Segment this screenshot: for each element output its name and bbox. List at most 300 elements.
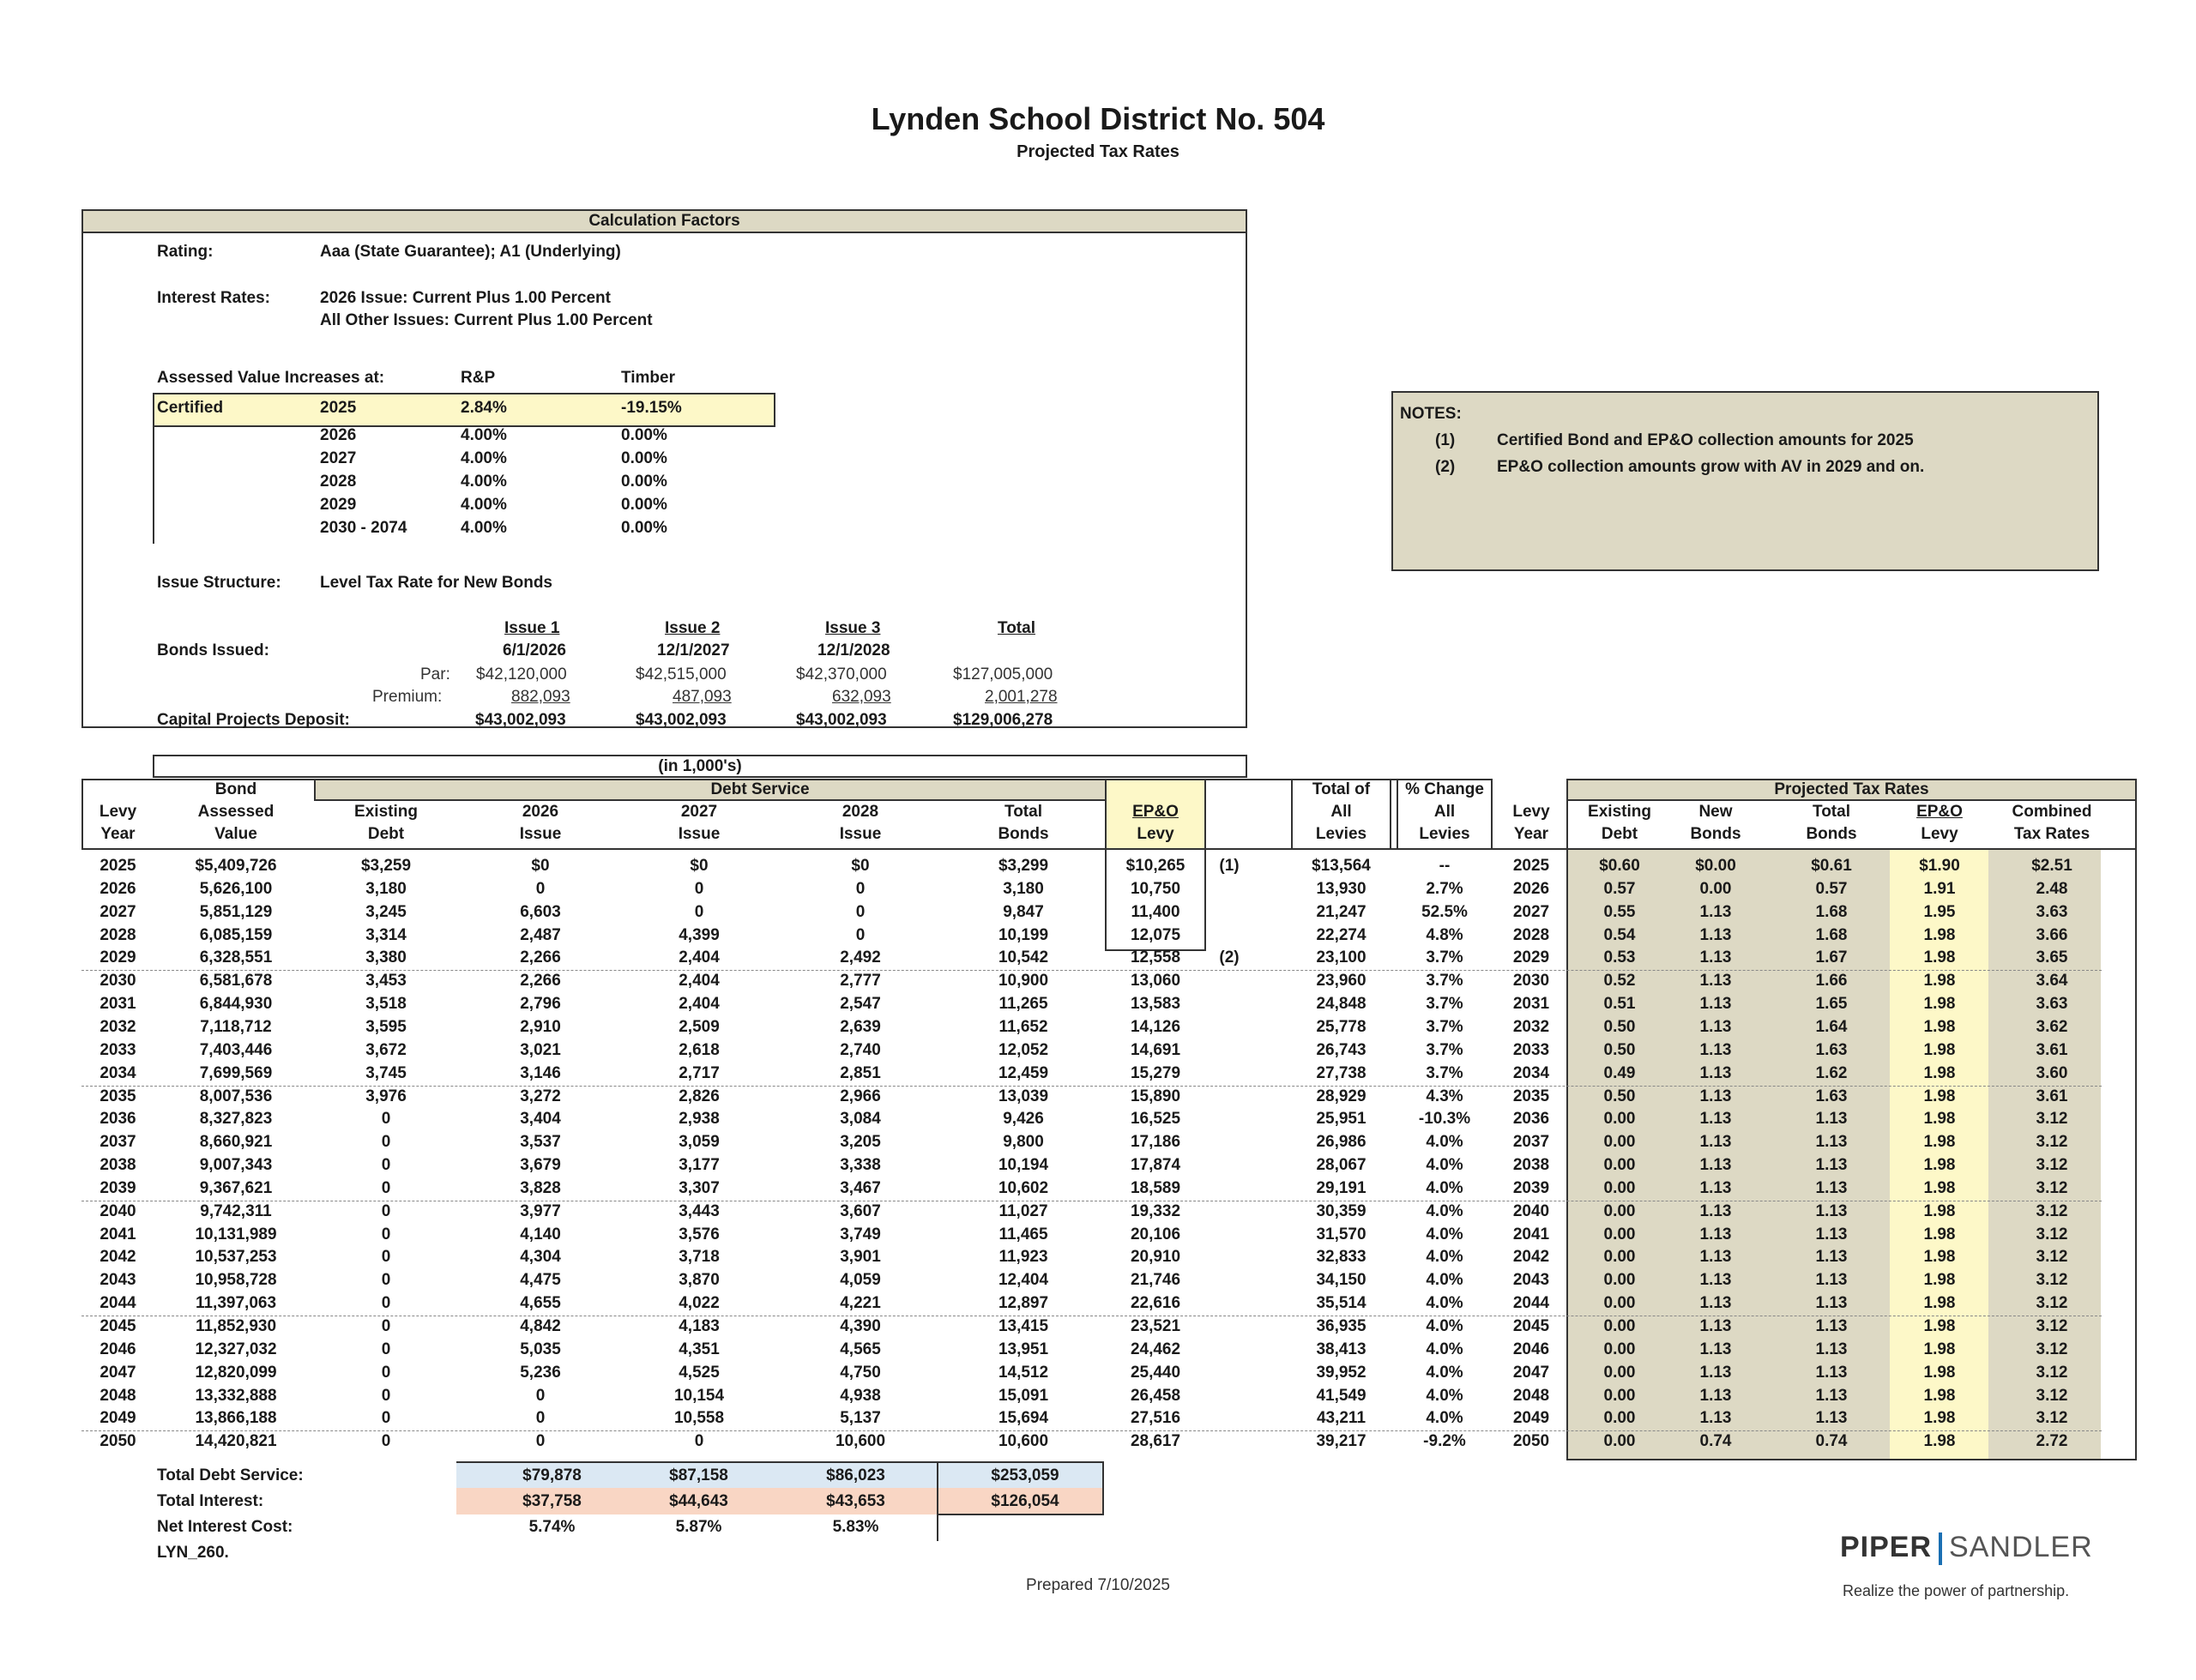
col-issue-2028: 4,059 xyxy=(840,1271,881,1289)
col-levy-year: 2029 xyxy=(100,948,136,966)
col-pct-change: 4.3% xyxy=(1426,1087,1463,1105)
col-rate-combined: 3.63 xyxy=(2036,995,2068,1013)
hdr-line: Bonds xyxy=(1806,825,1857,843)
col-total-levies: 30,359 xyxy=(1316,1202,1366,1220)
av-row-year: 2027 xyxy=(320,449,357,467)
col-rate-epo: 1.91 xyxy=(1923,880,1956,898)
col-issue-2028: 0 xyxy=(855,926,866,944)
col-rate-epo: 1.98 xyxy=(1923,1294,1956,1312)
col-issue-2026: 3,828 xyxy=(520,1179,561,1197)
col-levy-year-2: 2048 xyxy=(1512,1387,1550,1405)
col-epo-levy: 16,525 xyxy=(1130,1110,1181,1128)
col-pct-change: 4.0% xyxy=(1426,1179,1463,1197)
col-levy-year: 2028 xyxy=(100,926,136,944)
hdr-line: Debt xyxy=(1601,825,1638,843)
col-epo-levy: 13,583 xyxy=(1130,995,1181,1013)
col-rate-combined: 3.66 xyxy=(2036,926,2068,944)
col-rate-new: $0.00 xyxy=(1695,857,1736,875)
par-issue-3: $42,370,000 xyxy=(796,665,887,683)
hdr-line: Assessed xyxy=(197,803,274,821)
col-issue-2028: 3,084 xyxy=(840,1110,881,1128)
col-issue-2026: 4,140 xyxy=(520,1225,561,1243)
hdr-rate-epo xyxy=(1891,801,1988,846)
col-epo-levy: 18,589 xyxy=(1130,1179,1181,1197)
col-pct-change: 4.0% xyxy=(1426,1202,1463,1220)
par-issue-1: $42,120,000 xyxy=(476,665,567,683)
hdr-line: Tax Rates xyxy=(2013,825,2090,843)
col-issue-2028: 0 xyxy=(855,903,866,921)
col-epo-levy: 14,691 xyxy=(1130,1041,1181,1059)
col-rate-combined: $2.51 xyxy=(2031,857,2072,875)
col-total-levies: 36,935 xyxy=(1316,1317,1366,1335)
note-2-text: EP&O collection amounts grow with AV in 2029 and on. xyxy=(1497,458,1925,476)
col-rate-combined: 3.62 xyxy=(2036,1018,2068,1036)
col-issue-2028: 4,750 xyxy=(840,1364,881,1382)
col-rate-existing: 0.00 xyxy=(1603,1271,1636,1289)
col-total-levies: 13,930 xyxy=(1316,880,1366,898)
col-existing-debt: 3,745 xyxy=(365,1064,407,1082)
col-rate-existing: 0.00 xyxy=(1603,1409,1636,1427)
par-issue-2: $42,515,000 xyxy=(636,665,727,683)
col-pct-change: 52.5% xyxy=(1421,903,1468,921)
col-pct-change: 3.7% xyxy=(1426,995,1463,1013)
col-existing-debt: $3,259 xyxy=(360,857,412,875)
col-epo-levy: 13,060 xyxy=(1130,972,1181,990)
logo-tagline: Realize the power of partnership. xyxy=(1843,1582,2070,1599)
col-epo-levy: 10,750 xyxy=(1130,880,1181,898)
col-rate-combined: 3.63 xyxy=(2036,903,2068,921)
hdr-epo-levy xyxy=(1105,801,1206,846)
col-rate-existing: 0.55 xyxy=(1603,903,1636,921)
note-2-num: (2) xyxy=(1435,458,1456,476)
col-levy-year-2: 2039 xyxy=(1512,1179,1550,1197)
col-issue-2027: 2,618 xyxy=(679,1041,720,1059)
col-issue-2027: 10,558 xyxy=(673,1409,725,1427)
col-rate-combined: 3.60 xyxy=(2036,1064,2068,1082)
projected-rates-header: Projected Tax Rates xyxy=(1774,780,1929,798)
col-existing-debt: 3,595 xyxy=(365,1018,407,1036)
col-existing-debt: 3,245 xyxy=(365,903,407,921)
col-total-bonds: 13,039 xyxy=(998,1087,1049,1105)
col-levy-year-2: 2033 xyxy=(1512,1041,1550,1059)
av-row-label: Certified xyxy=(157,399,224,417)
col-bond-av: $5,409,726 xyxy=(195,857,277,875)
col-rate-combined: 3.61 xyxy=(2036,1087,2068,1105)
hdr-line: Levies xyxy=(1315,825,1367,843)
col-note-ref xyxy=(1208,1245,1251,1268)
col-epo-levy: 20,910 xyxy=(1130,1248,1181,1266)
col-issue-2027: 10,154 xyxy=(673,1387,725,1405)
col-levy-year: 2048 xyxy=(100,1387,136,1405)
col-issue-2026: 4,475 xyxy=(520,1271,561,1289)
col-levy-year-2: 2040 xyxy=(1512,1202,1550,1220)
col-levy-year: 2039 xyxy=(100,1179,136,1197)
col-rate-combined: 2.48 xyxy=(2036,880,2068,898)
col-existing-debt: 0 xyxy=(381,1156,391,1174)
col-issue-2026: $0 xyxy=(531,857,550,875)
col-issue-2028: 4,390 xyxy=(840,1317,881,1335)
issue-header-1: Issue 1 xyxy=(504,619,560,637)
col-issue-2026: 5,236 xyxy=(520,1364,561,1382)
col-levy-year-2: 2037 xyxy=(1512,1133,1550,1151)
col-issue-2028: 3,901 xyxy=(840,1248,881,1266)
col-rate-existing: 0.00 xyxy=(1603,1133,1636,1151)
col-levy-year-2: 2045 xyxy=(1512,1317,1550,1335)
col-pct-change: 4.0% xyxy=(1426,1156,1463,1174)
col-issue-2026: 2,266 xyxy=(520,972,561,990)
col-total-levies: 27,738 xyxy=(1316,1064,1366,1082)
col-pct-change: 4.0% xyxy=(1426,1294,1463,1312)
col-levy-year: 2045 xyxy=(100,1317,136,1335)
col-issue-2028: 3,607 xyxy=(840,1202,881,1220)
interest-rates-label: Interest Rates: xyxy=(157,289,270,307)
av-row-year: 2026 xyxy=(320,426,357,444)
total-debt-label: Total Debt Service: xyxy=(157,1466,304,1484)
col-total-levies: 41,549 xyxy=(1316,1387,1366,1405)
hdr-existing-debt xyxy=(330,801,442,846)
col-rate-new: 1.13 xyxy=(1699,1248,1732,1266)
av-row-year: 2028 xyxy=(320,473,357,491)
col-issue-2026: 3,977 xyxy=(520,1202,561,1220)
col-epo-levy: 21,746 xyxy=(1130,1271,1181,1289)
col-rate-new: 1.13 xyxy=(1699,1225,1732,1243)
bonds-issued-label: Bonds Issued: xyxy=(157,641,269,659)
col-epo-levy: 11,400 xyxy=(1131,903,1180,921)
hdr-line: Levy xyxy=(1921,825,1958,843)
col-bond-av: 12,820,099 xyxy=(195,1364,277,1382)
col-epo-levy: 22,616 xyxy=(1130,1294,1181,1312)
col-issue-2026: 0 xyxy=(535,1432,546,1450)
col-levy-year: 2036 xyxy=(100,1110,136,1128)
file-code: LYN_260. xyxy=(157,1544,229,1562)
hdr-line: % Change xyxy=(1405,780,1484,798)
av-row-rp: 4.00% xyxy=(461,473,507,491)
col-rate-epo: 1.98 xyxy=(1923,1317,1956,1335)
col-bond-av: 9,007,343 xyxy=(199,1156,273,1174)
col-note-ref xyxy=(1208,1268,1251,1292)
col-epo-levy: 17,186 xyxy=(1130,1133,1181,1151)
av-row-rp: 4.00% xyxy=(461,519,507,537)
hdr-line: Levy xyxy=(99,803,137,821)
hdr-line: Total xyxy=(1004,803,1042,821)
col-rate-total: 1.13 xyxy=(1815,1317,1848,1335)
hdr-bond-av xyxy=(163,779,309,846)
notes-panel xyxy=(1391,391,2099,571)
col-note-ref xyxy=(1208,1315,1251,1338)
col-bond-av: 13,332,888 xyxy=(195,1387,277,1405)
col-issue-2027: 3,177 xyxy=(679,1156,720,1174)
col-levy-year-2: 2041 xyxy=(1512,1225,1550,1243)
col-rate-existing: 0.00 xyxy=(1603,1340,1636,1358)
col-rate-total: 1.63 xyxy=(1815,1087,1848,1105)
issue-structure-value: Level Tax Rate for New Bonds xyxy=(320,574,552,592)
hdr-line: Existing xyxy=(354,803,418,821)
col-rate-new: 1.13 xyxy=(1699,1364,1732,1382)
premium-total: 2,001,278 xyxy=(985,688,1058,706)
col-rate-total: 1.13 xyxy=(1815,1156,1848,1174)
deposit-total: $129,006,278 xyxy=(953,711,1053,729)
col-issue-2026: 2,796 xyxy=(520,995,561,1013)
col-note-ref xyxy=(1208,1177,1251,1200)
col-rate-new: 0.74 xyxy=(1699,1432,1732,1450)
hdr-levy-year xyxy=(86,801,150,846)
col-levy-year: 2027 xyxy=(100,903,136,921)
col-rate-existing: 0.50 xyxy=(1603,1018,1636,1036)
hdr-line: New xyxy=(1698,803,1733,821)
av-row-rp: 4.00% xyxy=(461,449,507,467)
col-pct-change: 4.0% xyxy=(1426,1364,1463,1382)
col-rate-total: $0.61 xyxy=(1811,857,1852,875)
hdr-line: Combined xyxy=(2012,803,2092,821)
col-issue-2027: 2,404 xyxy=(679,995,720,1013)
hdr-line: Bond xyxy=(214,780,257,798)
issue-header-total: Total xyxy=(998,619,1035,637)
col-rate-new: 1.13 xyxy=(1699,926,1732,944)
col-pct-change: 3.7% xyxy=(1426,1041,1463,1059)
hdr-pct-change xyxy=(1397,779,1493,846)
col-pct-change: 4.0% xyxy=(1426,1387,1463,1405)
col-issue-2028: 2,547 xyxy=(840,995,881,1013)
col-rate-total: 1.13 xyxy=(1815,1202,1848,1220)
rating-label: Rating: xyxy=(157,243,214,261)
col-rate-combined: 3.12 xyxy=(2036,1248,2068,1266)
hdr-line: Bonds xyxy=(1690,825,1741,843)
col-issue-2026: 4,304 xyxy=(520,1248,561,1266)
av-row-year: 2025 xyxy=(320,399,357,417)
av-row-rp: 4.00% xyxy=(461,496,507,514)
col-total-levies: $13,564 xyxy=(1312,857,1371,875)
col-issue-2028: 2,492 xyxy=(840,948,881,966)
col-levy-year: 2030 xyxy=(100,972,136,990)
col-rate-existing: 0.52 xyxy=(1603,972,1636,990)
hdr-line: All xyxy=(1433,803,1456,821)
av-row-year: 2029 xyxy=(320,496,357,514)
col-issue-2026: 4,842 xyxy=(520,1317,561,1335)
col-issue-2026: 2,487 xyxy=(520,926,561,944)
col-rate-new: 1.13 xyxy=(1699,1294,1732,1312)
col-bond-av: 6,581,678 xyxy=(199,972,273,990)
total-interest-2027: $44,643 xyxy=(669,1492,728,1510)
col-levy-year-2: 2026 xyxy=(1512,880,1550,898)
col-issue-2027: 3,576 xyxy=(679,1225,720,1243)
rating-value: Aaa (State Guarantee); A1 (Underlying) xyxy=(320,243,621,261)
col-note-ref xyxy=(1208,1223,1251,1246)
hdr-line: Issue xyxy=(839,825,882,843)
col-total-levies: 28,929 xyxy=(1316,1087,1366,1105)
col-levy-year: 2044 xyxy=(100,1294,136,1312)
col-bond-av: 7,403,446 xyxy=(199,1041,273,1059)
hdr-line: All xyxy=(1330,803,1352,821)
hdr-total-levies xyxy=(1291,779,1391,846)
col-bond-av: 11,397,063 xyxy=(195,1294,277,1312)
col-total-levies: 21,247 xyxy=(1316,903,1366,921)
col-rate-existing: 0.00 xyxy=(1603,1317,1636,1335)
col-total-bonds: 9,847 xyxy=(1003,903,1044,921)
logo-divider xyxy=(1939,1532,1942,1565)
hdr-line: Year xyxy=(100,825,136,843)
col-rate-new: 1.13 xyxy=(1699,1133,1732,1151)
issue-date-3: 12/1/2028 xyxy=(817,641,890,659)
col-levy-year: 2037 xyxy=(100,1133,136,1151)
av-row-timber: 0.00% xyxy=(621,496,667,514)
col-issue-2028: 4,938 xyxy=(840,1387,881,1405)
col-rate-combined: 3.12 xyxy=(2036,1271,2068,1289)
col-levy-year-2: 2038 xyxy=(1512,1156,1550,1174)
av-increases-label: Assessed Value Increases at: xyxy=(157,369,385,387)
col-total-bonds: 15,091 xyxy=(998,1387,1049,1405)
col-existing-debt: 0 xyxy=(381,1294,391,1312)
col-rate-new: 1.13 xyxy=(1699,948,1732,966)
col-total-bonds: 14,512 xyxy=(998,1364,1049,1382)
col-note-ref xyxy=(1208,877,1251,900)
col-total-bonds: 13,415 xyxy=(998,1317,1049,1335)
col-rate-total: 0.57 xyxy=(1815,880,1848,898)
col-issue-2027: 3,059 xyxy=(679,1133,720,1151)
col-existing-debt: 3,380 xyxy=(365,948,407,966)
col-rate-existing: 0.00 xyxy=(1603,1110,1636,1128)
col-rate-combined: 3.12 xyxy=(2036,1340,2068,1358)
col-rate-existing: 0.00 xyxy=(1603,1225,1636,1243)
units-label: (in 1,000's) xyxy=(153,755,1247,778)
col-total-bonds: 11,265 xyxy=(998,995,1048,1013)
col-levy-year: 2040 xyxy=(100,1202,136,1220)
col-note-ref xyxy=(1208,924,1251,947)
interest-line-1: 2026 Issue: Current Plus 1.00 Percent xyxy=(320,289,611,307)
col-note-ref xyxy=(1208,1430,1251,1453)
col-bond-av: 9,367,621 xyxy=(199,1179,273,1197)
col-rate-epo: 1.98 xyxy=(1923,1432,1956,1450)
col-issue-2028: 0 xyxy=(855,880,866,898)
col-rate-epo: 1.98 xyxy=(1923,1179,1956,1197)
col-rate-epo: 1.98 xyxy=(1923,948,1956,966)
col-issue-2027: 3,443 xyxy=(679,1202,720,1220)
hdr-line: Total xyxy=(1813,803,1850,821)
col-pct-change: 4.0% xyxy=(1426,1225,1463,1243)
col-total-levies: 26,986 xyxy=(1316,1133,1366,1151)
total-debt-2027: $87,158 xyxy=(669,1466,728,1484)
col-total-bonds: 10,194 xyxy=(998,1156,1049,1174)
col-total-levies: 25,951 xyxy=(1316,1110,1366,1128)
col-issue-2028: 2,966 xyxy=(840,1087,881,1105)
col-rate-combined: 3.65 xyxy=(2036,948,2068,966)
col-total-bonds: 11,652 xyxy=(998,1018,1048,1036)
col-note-ref: (1) xyxy=(1219,857,1240,875)
col-issue-2027: 3,307 xyxy=(679,1179,720,1197)
col-rate-existing: 0.00 xyxy=(1603,1364,1636,1382)
col-rate-combined: 3.61 xyxy=(2036,1041,2068,1059)
col-epo-levy: 12,075 xyxy=(1130,926,1181,944)
col-issue-2027: 4,525 xyxy=(679,1364,720,1382)
col-rate-existing: 0.50 xyxy=(1603,1087,1636,1105)
col-bond-av: 11,852,930 xyxy=(195,1317,277,1335)
av-row-timber: 0.00% xyxy=(621,426,667,444)
col-total-levies: 23,100 xyxy=(1316,948,1366,966)
col-bond-av: 9,742,311 xyxy=(200,1202,272,1220)
av-col-rp: R&P xyxy=(461,369,496,387)
hdr-line: Value xyxy=(214,825,257,843)
col-issue-2027: $0 xyxy=(690,857,709,875)
col-issue-2026: 0 xyxy=(535,1409,546,1427)
col-rate-epo: 1.98 xyxy=(1923,1087,1956,1105)
col-rate-epo: 1.98 xyxy=(1923,995,1956,1013)
hdr-line: Issue xyxy=(519,825,562,843)
col-pct-change: 4.0% xyxy=(1426,1317,1463,1335)
col-issue-2026: 3,021 xyxy=(520,1041,561,1059)
col-issue-2028: 3,467 xyxy=(840,1179,881,1197)
col-rate-new: 0.00 xyxy=(1699,880,1732,898)
col-issue-2027: 3,718 xyxy=(679,1248,720,1266)
col-existing-debt: 3,976 xyxy=(365,1087,407,1105)
issue-date-1: 6/1/2026 xyxy=(503,641,566,659)
col-issue-2026: 2,910 xyxy=(520,1018,561,1036)
col-total-levies: 29,191 xyxy=(1316,1179,1366,1197)
hdr-line: 2026 xyxy=(522,803,559,821)
hdr-line: Levies xyxy=(1419,825,1470,843)
col-issue-2028: 3,338 xyxy=(840,1156,881,1174)
note-1-num: (1) xyxy=(1435,431,1456,449)
col-rate-epo: 1.98 xyxy=(1923,1041,1956,1059)
col-existing-debt: 0 xyxy=(381,1317,391,1335)
col-issue-2028: 2,851 xyxy=(840,1064,881,1082)
col-total-bonds: 9,800 xyxy=(1003,1133,1044,1151)
premium-issue-3: 632,093 xyxy=(832,688,891,706)
col-rate-total: 1.13 xyxy=(1815,1409,1848,1427)
col-issue-2027: 0 xyxy=(694,903,704,921)
av-row-timber: 0.00% xyxy=(621,449,667,467)
col-total-levies: 24,848 xyxy=(1316,995,1366,1013)
col-note-ref xyxy=(1208,1384,1251,1407)
col-note-ref xyxy=(1208,1015,1251,1039)
col-levy-year: 2025 xyxy=(100,857,136,875)
col-bond-av: 8,327,823 xyxy=(199,1110,273,1128)
col-existing-debt: 0 xyxy=(381,1271,391,1289)
col-existing-debt: 0 xyxy=(381,1364,391,1382)
hdr-issue-2026 xyxy=(485,801,596,846)
logo-right: SANDLER xyxy=(1949,1531,2093,1563)
deposit-issue-1: $43,002,093 xyxy=(475,711,566,729)
col-total-bonds: 12,897 xyxy=(998,1294,1049,1312)
col-note-ref xyxy=(1208,1039,1251,1062)
col-total-bonds: 11,923 xyxy=(998,1248,1048,1266)
col-issue-2027: 2,404 xyxy=(679,972,720,990)
col-epo-levy: $10,265 xyxy=(1125,857,1185,875)
col-bond-av: 5,626,100 xyxy=(199,880,273,898)
col-levy-year-2: 2030 xyxy=(1512,972,1550,990)
hdr-line: Year xyxy=(1513,825,1549,843)
col-issue-2026: 6,603 xyxy=(520,903,561,921)
hdr-line: Debt xyxy=(367,825,405,843)
col-bond-av: 14,420,821 xyxy=(195,1432,277,1450)
col-issue-2027: 4,351 xyxy=(679,1340,720,1358)
col-levy-year: 2031 xyxy=(100,995,136,1013)
col-existing-debt: 0 xyxy=(381,1133,391,1151)
col-total-levies: 39,952 xyxy=(1316,1364,1366,1382)
hdr-line: Levy xyxy=(1512,803,1550,821)
total-debt-2026: $79,878 xyxy=(522,1466,582,1484)
deposit-issue-2: $43,002,093 xyxy=(636,711,727,729)
col-pct-change: 3.7% xyxy=(1426,1018,1463,1036)
col-rate-new: 1.13 xyxy=(1699,1317,1732,1335)
col-rate-total: 1.66 xyxy=(1815,972,1848,990)
col-rate-combined: 3.12 xyxy=(2036,1225,2068,1243)
col-rate-total: 1.13 xyxy=(1815,1225,1848,1243)
col-rate-total: 1.67 xyxy=(1815,948,1848,966)
col-epo-levy: 24,462 xyxy=(1130,1340,1181,1358)
col-rate-combined: 3.12 xyxy=(2036,1317,2068,1335)
col-rate-existing: $0.60 xyxy=(1599,857,1640,875)
col-rate-combined: 3.12 xyxy=(2036,1294,2068,1312)
col-issue-2028: 10,600 xyxy=(835,1432,886,1450)
